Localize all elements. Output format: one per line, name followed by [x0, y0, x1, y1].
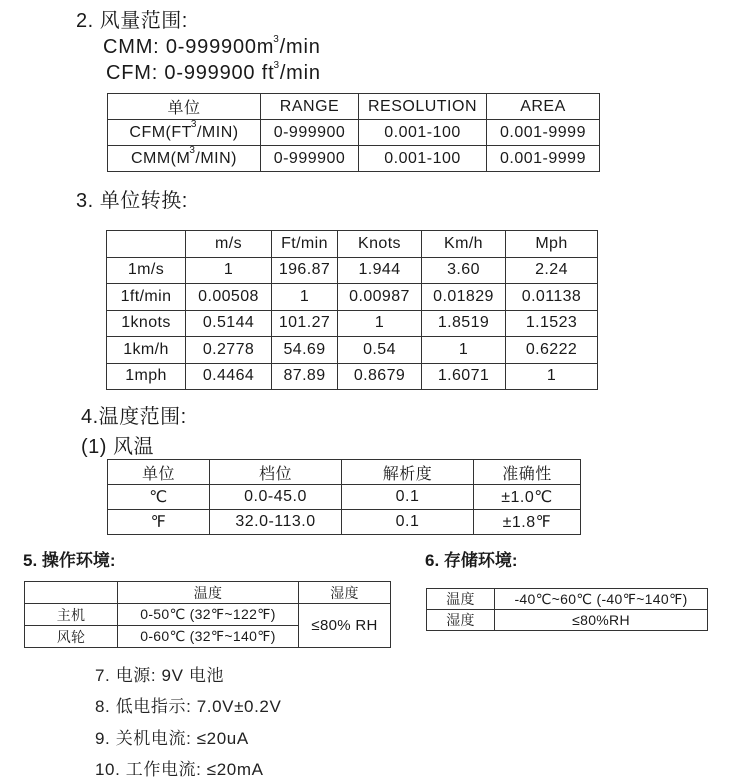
storage-heading: 6. 存储环境:: [425, 551, 518, 570]
unit-cell: $CFM(FT^3/MIN)$: [108, 120, 261, 146]
air-temperature-subheading: (1) 风温: [81, 436, 154, 458]
value-cell: 1: [272, 284, 338, 311]
header-cell: 温度: [118, 582, 299, 604]
humidity-cell: ≤80% RH: [299, 604, 391, 648]
value-cell: 1.8519: [422, 310, 506, 337]
cmm-unit-suffix: /min: [279, 36, 321, 58]
unit-cell: $CMM(M^3/MIN)$: [108, 146, 261, 172]
header-cell: 单位: [108, 94, 261, 120]
table-header-row: [25, 582, 391, 604]
value-cell: 1.1523: [506, 310, 598, 337]
resolution-cell: 0.1: [342, 510, 474, 535]
operating-heading: 5. 操作环境:: [23, 551, 116, 570]
header-cell: RESOLUTION: [359, 94, 487, 120]
value-cell: 1: [338, 310, 422, 337]
value-cell: 0.2778: [186, 337, 272, 364]
value-cell: 0.54: [338, 337, 422, 364]
value-cell: 0.4464: [186, 363, 272, 390]
header-cell: 单位: [108, 460, 210, 485]
spec-low-battery: 8. 低电指示: 7.0V±0.2V: [95, 697, 282, 716]
value-cell: 196.87: [272, 257, 338, 284]
temperature-heading: 4.温度范围:: [81, 406, 187, 428]
range-cell: 32.0-113.0: [210, 510, 342, 535]
value-cell: 0.5144: [186, 310, 272, 337]
storage-table: [426, 588, 708, 631]
table-row: [108, 120, 600, 146]
temperature-table: [107, 459, 581, 535]
value-cell: 1.6071: [422, 363, 506, 390]
value-cell: 1: [422, 337, 506, 364]
row-label-cell: 1mph: [107, 363, 186, 390]
table-row: [108, 146, 600, 172]
cmm-range-text: CMM: 0-999900m: [103, 36, 275, 58]
value-cell: 0.01829: [422, 284, 506, 311]
value-cell: 0.00508: [186, 284, 272, 311]
airflow-heading: 2. 风量范围:: [76, 10, 188, 32]
table-header-row: [108, 460, 581, 485]
value-cell: 87.89: [272, 363, 338, 390]
cfm-superscript: 3: [273, 60, 280, 72]
value-cell: 0.8679: [338, 363, 422, 390]
header-cell: RANGE: [261, 94, 359, 120]
table-row: [107, 284, 598, 311]
table-row: [107, 310, 598, 337]
row-label-cell: 湿度: [427, 610, 495, 631]
table-row: [108, 510, 581, 535]
table-header-row: [107, 231, 598, 258]
table-header-row: [108, 94, 600, 120]
table-row: [427, 610, 708, 631]
value-cell: -40℃~60℃ (-40℉~140℉): [495, 589, 708, 610]
conversion-heading: 3. 单位转换:: [76, 190, 188, 212]
header-cell: [25, 582, 118, 604]
spec-off-current: 9. 关机电流: ≤20uA: [95, 729, 249, 748]
row-label-cell: 1knots: [107, 310, 186, 337]
spec-power-source: 7. 电源: 9V 电池: [95, 666, 225, 685]
row-label-cell: 主机: [25, 604, 118, 626]
cmm-range-line: [103, 36, 321, 59]
range-cell: 0.0-45.0: [210, 485, 342, 510]
table-row: [107, 257, 598, 284]
value-cell: 0.00987: [338, 284, 422, 311]
table-row: [108, 485, 581, 510]
accuracy-cell: ±1.0℃: [474, 485, 581, 510]
value-cell: 54.69: [272, 337, 338, 364]
cfm-unit-suffix: /min: [279, 62, 321, 84]
header-cell: 档位: [210, 460, 342, 485]
header-cell: Km/h: [422, 231, 506, 258]
area-cell: 0.001-9999: [487, 146, 600, 172]
cmm-superscript: 3: [273, 34, 280, 46]
cfm-range-line: [106, 62, 321, 85]
header-cell: Ft/min: [272, 231, 338, 258]
header-cell: AREA: [487, 94, 600, 120]
range-cell: 0-999900: [261, 120, 359, 146]
table-row: [427, 589, 708, 610]
value-cell: 101.27: [272, 310, 338, 337]
temperature-cell: 0-50℃ (32℉~122℉): [118, 604, 299, 626]
header-cell: 准确性: [474, 460, 581, 485]
value-cell: 3.60: [422, 257, 506, 284]
value-cell: 1.944: [338, 257, 422, 284]
value-cell: 1: [506, 363, 598, 390]
resolution-cell: 0.001-100: [359, 120, 487, 146]
operating-table: [24, 581, 391, 648]
header-cell: [107, 231, 186, 258]
unit-cell: ℉: [108, 510, 210, 535]
table-row: [25, 604, 391, 626]
spec-operating-current: 10. 工作电流: ≤20mA: [95, 760, 264, 779]
resolution-cell: 0.1: [342, 485, 474, 510]
airflow-table: [107, 93, 600, 172]
cfm-range-text: CFM: 0-999900 ft: [106, 62, 275, 84]
table-row: [107, 363, 598, 390]
header-cell: m/s: [186, 231, 272, 258]
value-cell: ≤80%RH: [495, 610, 708, 631]
row-label-cell: 1ft/min: [107, 284, 186, 311]
header-cell: Knots: [338, 231, 422, 258]
conversion-table: [106, 230, 598, 390]
value-cell: 0.01138: [506, 284, 598, 311]
header-cell: 湿度: [299, 582, 391, 604]
value-cell: 2.24: [506, 257, 598, 284]
header-cell: 解析度: [342, 460, 474, 485]
range-cell: 0-999900: [261, 146, 359, 172]
row-label-cell: 1km/h: [107, 337, 186, 364]
value-cell: 0.6222: [506, 337, 598, 364]
header-cell: Mph: [506, 231, 598, 258]
unit-cell: ℃: [108, 485, 210, 510]
accuracy-cell: ±1.8℉: [474, 510, 581, 535]
temperature-cell: 0-60℃ (32℉~140℉): [118, 626, 299, 648]
area-cell: 0.001-9999: [487, 120, 600, 146]
row-label-cell: 温度: [427, 589, 495, 610]
row-label-cell: 1m/s: [107, 257, 186, 284]
value-cell: 1: [186, 257, 272, 284]
resolution-cell: 0.001-100: [359, 146, 487, 172]
table-row: [107, 337, 598, 364]
row-label-cell: 风轮: [25, 626, 118, 648]
